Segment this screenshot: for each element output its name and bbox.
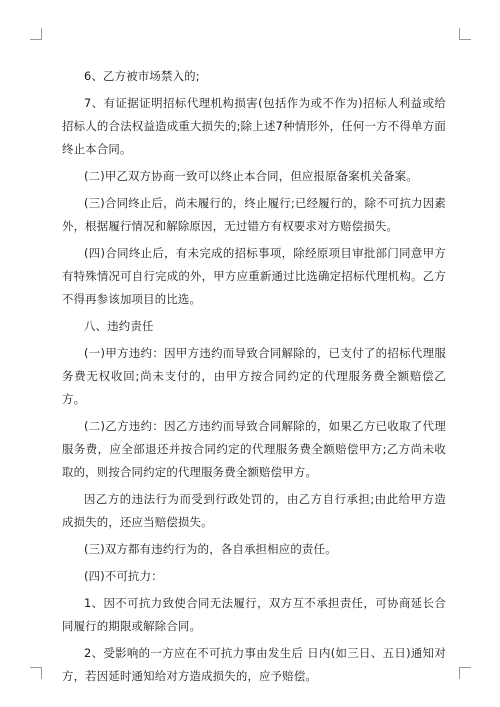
document-body [62, 65, 446, 692]
paragraph-force-majeure-2: 2、受影响的一方应在不可抗力事由发生后 日内(如三日、五日)通知对方，若因延时通知给对方造成损失的，应予赔偿。 [62, 646, 446, 683]
crop-mark-bottom-left [30, 667, 42, 679]
paragraph-unfinished-matters: (四)合同终止后，有未完成的招标事项，除经原项目审批部门同意甲方有特殊情况可自行完成的外，甲方应重新通过比选确定招标代理机构。乙方不得再参该加项目的比选。 [62, 246, 446, 306]
paragraph-item-6: 6、乙方被市场禁入的; [84, 69, 200, 83]
paragraph-party-a-breach: (一)甲方违约：因甲方违约而导致合同解除的，已支付了的招标代理服务费无权收回;尚未支付的，由甲方按合同约定的代理服务费全额赔偿乙方。 [62, 346, 446, 406]
paragraph-mutual-termination: (二)甲乙双方协商一致可以终止本合同，但应报原备案机关备案。 [84, 169, 418, 183]
paragraph-party-b-breach: (二)乙方违约：因乙方违约而导致合同解除的，如果乙方已收取了代理服务费，应全部退还并按合同约定的代理服务费全额赔偿甲方;乙方尚未收取的，则按合同约定的代理服务费全额赔偿甲方。 [62, 419, 446, 479]
crop-mark-top-left [30, 28, 42, 40]
paragraph-force-majeure-1: 1、因不可抗力致使合同无法履行，双方互不承担责任，可协商延长合同履行的期限或解除合同。 [62, 596, 446, 633]
section-heading-breach-liability: 八、违约责任 [84, 319, 154, 333]
paragraph-both-breach: (三)双方都有违约行为的，各自承担相应的责任。 [84, 542, 337, 556]
crop-mark-bottom-right [459, 667, 471, 679]
crop-mark-top-right [459, 28, 471, 40]
paragraph-force-majeure-heading: (四)不可抗力： [84, 569, 163, 583]
paragraph-administrative-penalty: 因乙方的违法行为而受到行政处罚的，由乙方自行承担;由此给甲方造成损失的，还应当赔偿损失。 [62, 492, 446, 529]
paragraph-item-7: 7、有证据证明招标代理机构损害(包括作为或不作为)招标人利益或给招标人的合法权益造成重大损失的;除上述7种情形外，任何一方不得单方面终止本合同。 [62, 96, 446, 156]
paragraph-after-termination: (三)合同终止后，尚未履行的，终止履行;已经履行的，除不可抗力因素外，根据履行情况和解除原因，无过错方有权要求对方赔偿损失。 [62, 196, 446, 233]
